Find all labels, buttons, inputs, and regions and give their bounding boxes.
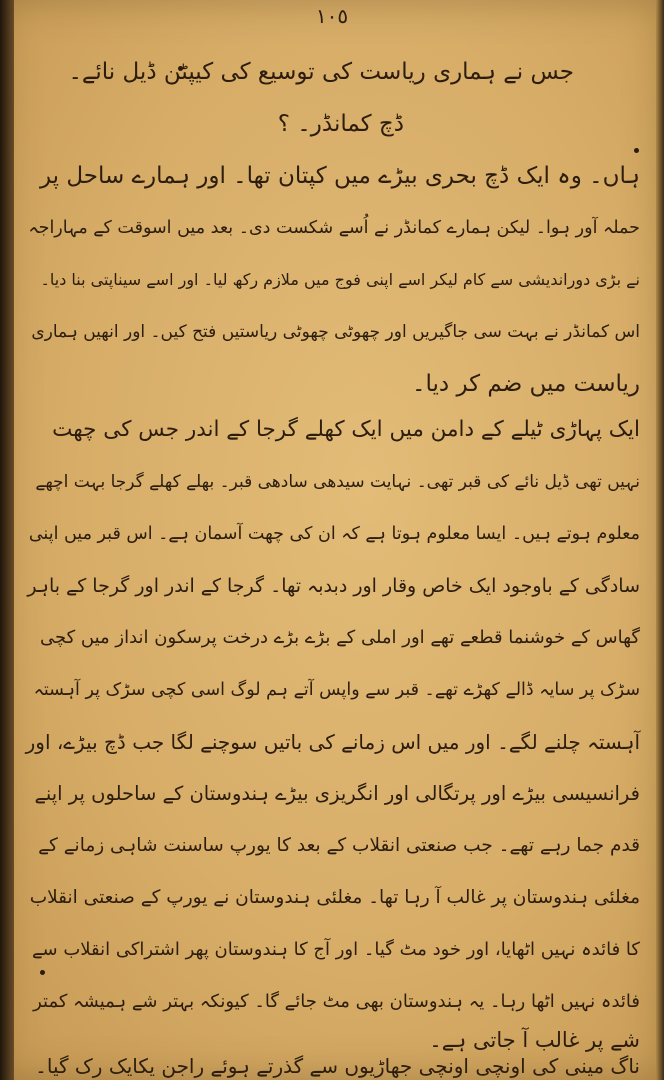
text-line: شے پر غالب آ جاتی ہے۔	[429, 1028, 640, 1052]
text-line: سادگی کے باوجود ایک خاص وقار اور دبدبہ تھا۔ گرجا کے اندر اور گرجا کے باہر	[27, 575, 640, 597]
text-line: ڈچ کمانڈر۔ ؟	[277, 111, 404, 137]
text-line: سڑک پر سایہ ڈالے کھڑے تھے۔ قبر سے واپس آتے ہم لوگ اسی کچی سڑک پر آہستہ	[33, 680, 640, 700]
page-right-edge	[656, 0, 664, 1080]
book-spine-edge	[0, 0, 14, 1080]
text-line: مغلئی ہندوستان پر غالب آ رہا تھا۔ مغلئی ہندوستان نے یورپ کے صنعتی انقلاب	[29, 887, 640, 908]
ink-dot	[40, 970, 45, 975]
text-line: کا فائدہ نہیں اٹھایا، اور خود مٹ گیا۔ اور آج کا ہندوستان پھر اشتراکی انقلاب سے	[31, 939, 640, 960]
text-line: نے بڑی دوراندیشی سے کام لیکر اسے اپنی فوج میں ملازم رکھ لیا۔ اور اسے سیناپتی بنا دیا۔	[40, 270, 640, 289]
text-line: قدم جما رہے تھے۔ جب صنعتی انقلاب کے بعد کا یورپ ساسنت شاہی زمانے کے	[38, 835, 640, 856]
page-number: ١٠٥	[315, 4, 349, 28]
text-line: ہاں۔ وہ ایک ڈچ بحری بیڑے میں کپتان تھا۔ اور ہمارے ساحل پر	[39, 163, 640, 189]
text-line: ریاست میں ضم کر دیا۔	[412, 371, 640, 397]
text-line: ایک پہاڑی ٹیلے کے دامن میں ایک کھلے گرجا کے اندر جس کی چھت	[52, 417, 640, 442]
text-line: گھاس کے خوشنما قطعے تھے اور املی کے بڑے بڑے درخت پرسکون انداز میں کچی	[39, 627, 640, 648]
text-line: جس نے ہماری ریاست کی توسیع کی کیپٹن ڈیل نائے۔	[68, 59, 574, 85]
text-line: ناگ مینی کی اونچی اونچی جھاڑیوں سے گذرتے ہوئے راجن یکایک رک گیا۔	[35, 1054, 640, 1078]
text-line: آہستہ چلنے لگے۔ اور میں اس زمانے کی باتیں سوچنے لگا جب ڈچ بیڑے، اور	[25, 730, 640, 754]
text-line: فائدہ نہیں اٹھا رہا۔ یہ ہندوستان بھی مٹ جائے گا۔ کیونکہ بہتر شے ہمیشہ کمتر	[33, 991, 640, 1012]
text-line: فرانسیسی بیڑے اور پرتگالی اور انگریزی بیڑے ہندوستان کے ساحلوں پر اپنے	[34, 782, 640, 805]
ink-dot	[634, 148, 639, 153]
text-line: حملہ آور ہوا۔ لیکن ہمارے کمانڈر نے اُسے شکست دی۔ بعد میں اسوقت کے مہاراجہ	[28, 218, 640, 238]
text-line: نہیں تھی ڈیل نائے کی قبر تھی۔ نہایت سیدھی سادھی قبر۔ بھلے کھلے گرجا بہت اچھے	[35, 472, 640, 492]
text-line: معلوم ہوتے ہیں۔ ایسا معلوم ہوتا ہے کہ ان کی چھت آسمان ہے۔ اس قبر میں اپنی	[28, 524, 640, 544]
text-line: اس کمانڈر نے بہت سی جاگیریں اور چھوٹی چھوٹی ریاستیں فتح کیں۔ اور انھیں ہماری	[31, 322, 640, 342]
